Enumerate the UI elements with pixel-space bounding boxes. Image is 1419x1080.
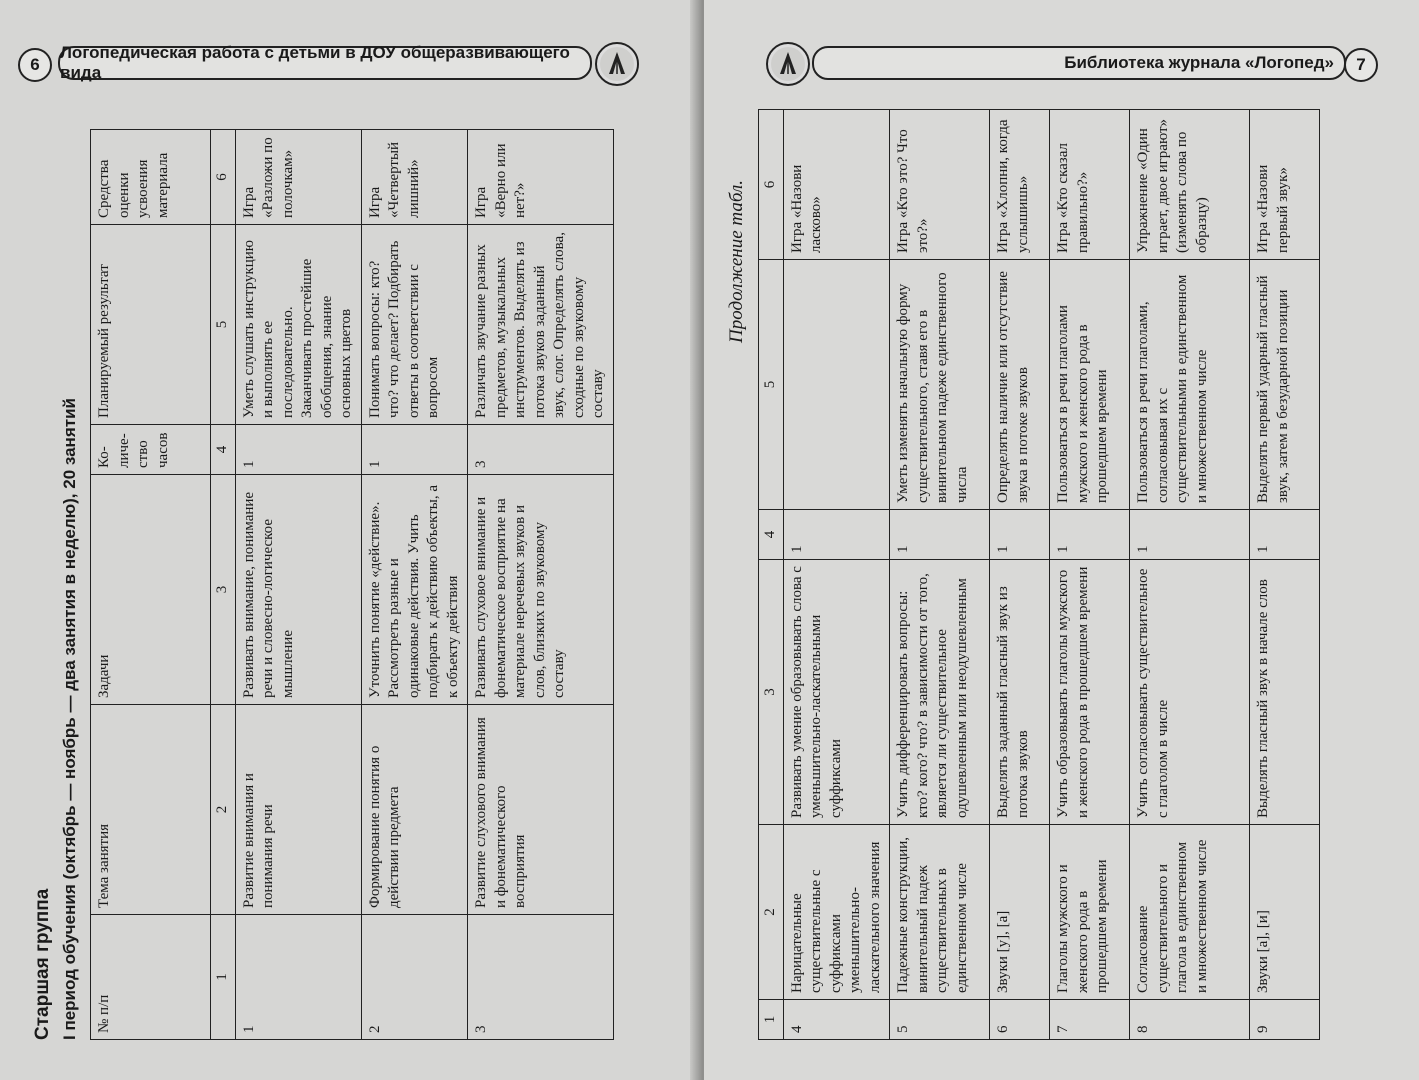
left-rotated-content (30, 80, 614, 1040)
row-assessment: Игра «Четвертый лишний» (361, 130, 468, 225)
row-assessment: Игра «Хлопни, когда услышишь» (990, 110, 1050, 260)
table-row (468, 130, 614, 1040)
right-page (704, 0, 1419, 1080)
row-assessment: Игра «Кто сказал правильно?» (1050, 110, 1130, 260)
row-result (783, 260, 890, 510)
row-hours: 1 (235, 425, 361, 475)
row-tasks: Учить дифференцировать вопросы: кто? кого? что? в зависимости от того, является ли существительное одушевленным или неодушевленным (890, 560, 990, 825)
column-header: Средства оценки усвоения материала (91, 130, 211, 225)
table-row (783, 110, 890, 1040)
row-topic: Согласование существительного и глагола в единственном и множественном числе (1130, 825, 1250, 1000)
row-number: 1 (235, 915, 361, 1040)
left-page (0, 0, 700, 1080)
row-assessment: Игра «Назови ласково» (783, 110, 890, 260)
row-topic: Нарицательные существительные с суффиксами уменьшительно-ласкательного значения (783, 825, 890, 1000)
row-assessment: Игра «Кто это? Что это?» (890, 110, 990, 260)
column-number: 3 (759, 560, 784, 825)
row-topic: Звуки [а], [и] (1250, 825, 1320, 1000)
row-hours: 3 (468, 425, 614, 475)
row-number: 6 (990, 1000, 1050, 1040)
column-number: 2 (759, 825, 784, 1000)
row-result: Выделять первый ударный гласный звук, затем в безударной позиции (1250, 260, 1320, 510)
column-header: Задачи (91, 475, 211, 705)
column-number: 5 (759, 260, 784, 510)
row-tasks: Учить согласовывать существительное с глаголом в числе (1130, 560, 1250, 825)
row-topic: Формирование понятия о действии предмета (361, 705, 468, 915)
column-number: 6 (759, 110, 784, 260)
lesson-table-continued (758, 109, 1320, 1040)
table-row (361, 130, 468, 1040)
row-topic: Падежные конструкции, винительный падеж существительных в единственном числе (890, 825, 990, 1000)
row-topic: Глаголы мужского и женского рода в прошедшем времени (1050, 825, 1130, 1000)
row-hours: 1 (1130, 510, 1250, 560)
column-header: Тема занятия (91, 705, 211, 915)
row-topic: Развитие слухового внимания и фонематического восприятия (468, 705, 614, 915)
row-assessment: Игра «Разложи по полочкам» (235, 130, 361, 225)
row-result: Уметь слушать инструкцию и выполнять ее последовательно. Заканчивать простейшие обобщения, знание основных цветов (235, 225, 361, 425)
table-row (990, 110, 1050, 1040)
column-header: № п/п (91, 915, 211, 1040)
row-tasks: Уточнить понятие «действие». Рассмотреть разные и одинаковые действия. Учить подбирать к действию объекты, а к объекту действия (361, 475, 468, 705)
row-hours: 1 (890, 510, 990, 560)
column-number: 4 (759, 510, 784, 560)
table-header-row (91, 130, 211, 1040)
row-number: 2 (361, 915, 468, 1040)
period-title: I период обучения (октябрь — ноябрь — два занятия в неделю), 20 занятий (60, 398, 79, 1040)
table-row (890, 110, 990, 1040)
row-number: 4 (783, 1000, 890, 1040)
row-tasks: Развивать внимание, понимание речи и словесно-логическое мышление (235, 475, 361, 705)
group-title: Старшая группа (32, 888, 53, 1040)
column-header: Ко-личе-ство часов (91, 425, 211, 475)
table-row (1050, 110, 1130, 1040)
row-result: Уметь изменять начальную форму существительного, ставя его в винительном падеже единственного числа (890, 260, 990, 510)
left-page-number: 6 (18, 48, 52, 82)
row-hours: 1 (783, 510, 890, 560)
row-number: 7 (1050, 1000, 1130, 1040)
row-hours: 1 (1050, 510, 1130, 560)
column-number: 3 (211, 475, 236, 705)
right-page-number: 7 (1344, 48, 1378, 82)
row-tasks: Развивать умение образовывать слова с уменьшительно-ласкательными суффиксами (783, 560, 890, 825)
row-hours: 1 (990, 510, 1050, 560)
row-number: 5 (890, 1000, 990, 1040)
row-result: Пользоваться в речи глаголами, согласовывая их с существительными в единственном и множественном числе (1130, 260, 1250, 510)
lesson-table (90, 129, 614, 1040)
column-number: 6 (211, 130, 236, 225)
continuation-label: Продолжение табл. (726, 180, 747, 343)
row-result: Различать звучание разных предметов, музыкальных инструментов. Выделять из потока звуков заданный звук, слог. Определять слова, сходные по звуковому составу (468, 225, 614, 425)
row-tasks: Учить образовывать глаголы мужского и женского рода в прошедшем времени (1050, 560, 1130, 825)
column-number-row (759, 110, 784, 1040)
row-hours: 1 (1250, 510, 1320, 560)
column-number: 1 (211, 915, 236, 1040)
table-row (1250, 110, 1320, 1040)
right-rotated-content (716, 100, 1320, 1040)
row-assessment: Игра «Верно или нет?» (468, 130, 614, 225)
column-number: 5 (211, 225, 236, 425)
row-result: Понимать вопросы: кто? что? что делает? Подбирать ответы в соответствии с вопросом (361, 225, 468, 425)
row-assessment: Игра «Назови первый звук» (1250, 110, 1320, 260)
column-number: 4 (211, 425, 236, 475)
row-hours: 1 (361, 425, 468, 475)
row-number: 9 (1250, 1000, 1320, 1040)
column-number-row (211, 130, 236, 1040)
column-number: 2 (211, 705, 236, 915)
left-header-title: Логопедическая работа с детьми в ДОУ общеразвивающего вида (58, 46, 592, 80)
row-number: 8 (1130, 1000, 1250, 1040)
row-result: Пользоваться в речи глаголами мужского и женского рода в прошедшем времени (1050, 260, 1130, 510)
row-topic: Развитие внимания и понимания речи (235, 705, 361, 915)
row-tasks: Развивать слуховое внимание и фонематическое восприятие на материале неречевых звуков и слов, близких по звуковому составу (468, 475, 614, 705)
table-row (1130, 110, 1250, 1040)
pen-nib-logo-icon (766, 42, 810, 86)
row-tasks: Выделять гласный звук в начале слов (1250, 560, 1320, 825)
row-assessment: Упражнение «Один играет, двое играют» (изменять слова по образцу) (1130, 110, 1250, 260)
row-topic: Звуки [у], [а] (990, 825, 1050, 1000)
row-number: 3 (468, 915, 614, 1040)
column-number: 1 (759, 1000, 784, 1040)
row-tasks: Выделять заданный гласный звук из потока звуков (990, 560, 1050, 825)
table-row (235, 130, 361, 1040)
right-header-title: Библиотека журнала «Логопед» (812, 46, 1346, 80)
row-result: Определять наличие или отсутствие звука в потоке звуков (990, 260, 1050, 510)
column-header: Планируемый результат (91, 225, 211, 425)
